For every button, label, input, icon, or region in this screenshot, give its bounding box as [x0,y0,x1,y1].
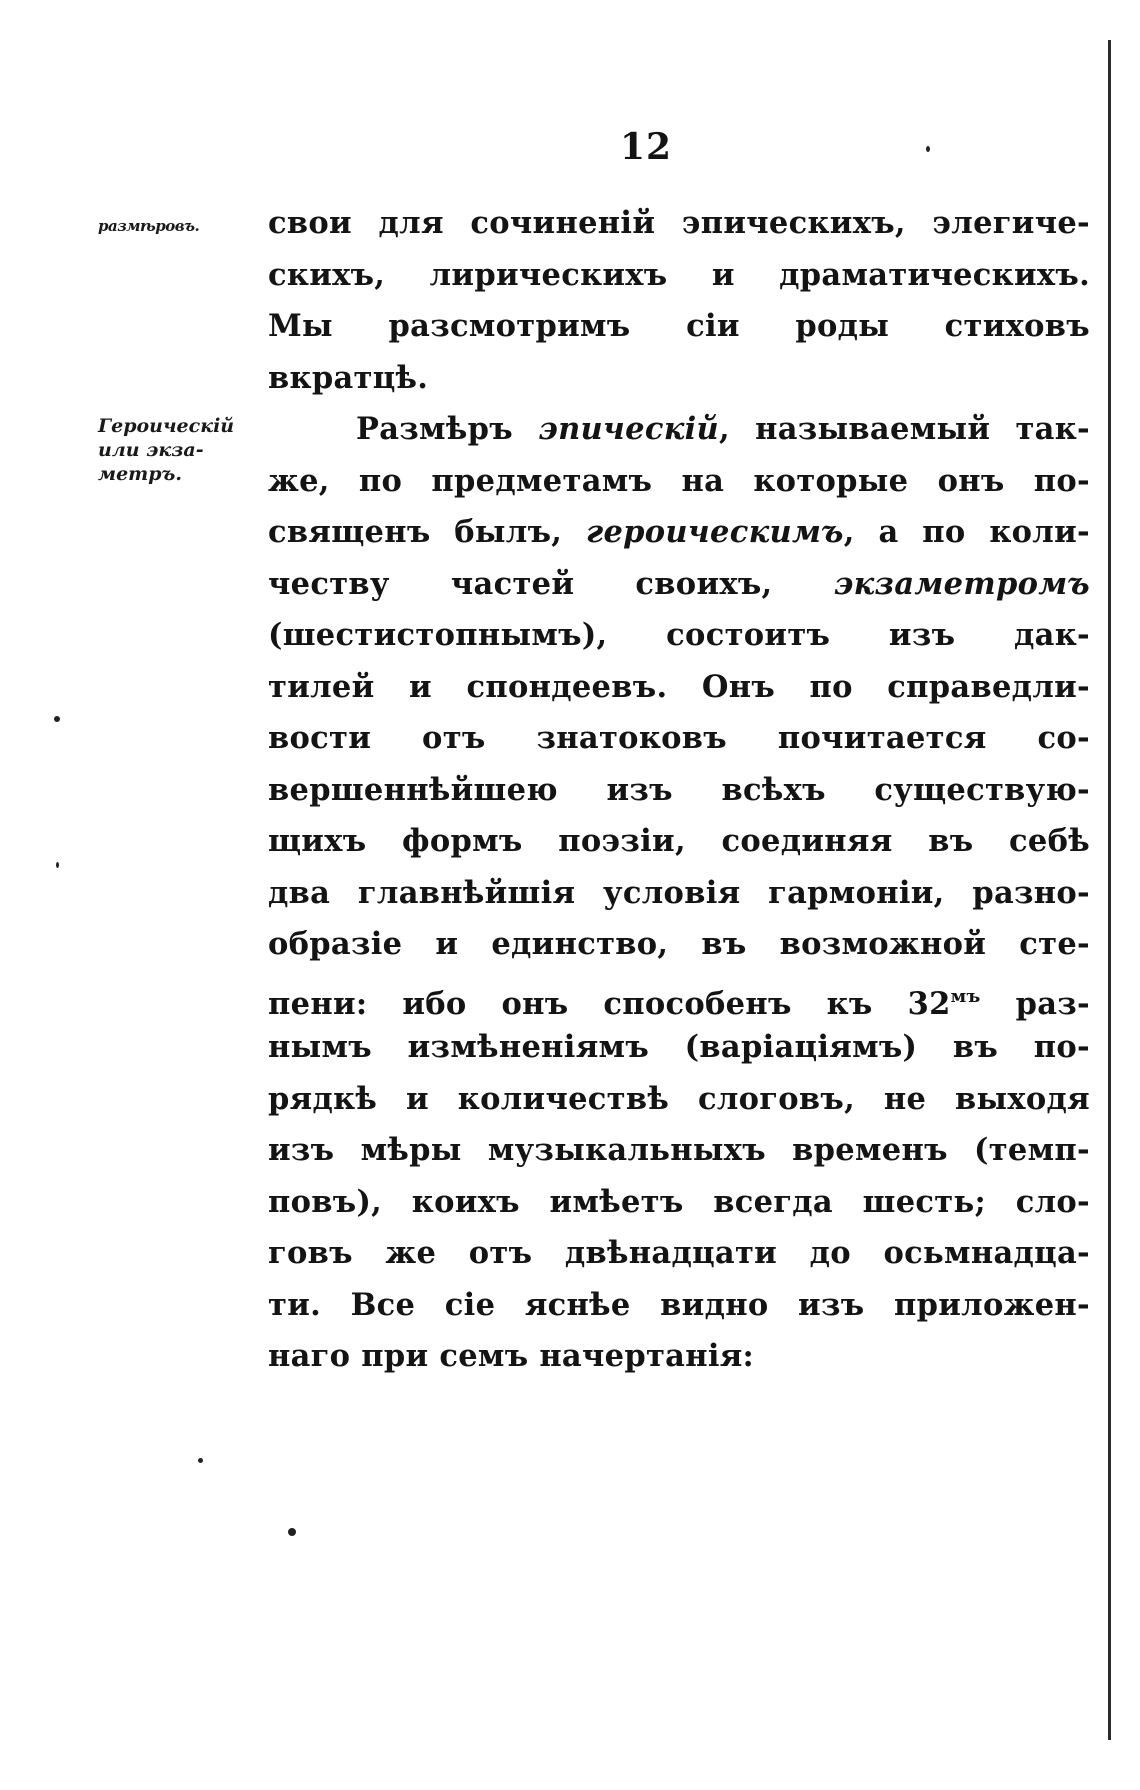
text-run: священъ былъ, [268,514,586,550]
text-line: свои для сочиненій эпическихъ, элегиче- [268,205,1090,241]
text-line [268,559,1090,611]
ink-speck [288,1528,296,1536]
text-line: наго при семъ начертанія: [268,1338,755,1374]
text-line [268,404,1090,456]
margin-note-line: метръ. [98,463,182,485]
text-line: вкратцѣ. [268,359,429,396]
text-line: нымъ измѣненіямъ (варіаціямъ) въ по- [268,1029,1090,1065]
ink-speck [54,716,60,722]
text-line: ти. Все сіе яснѣе видно изъ приложен- [268,1286,1090,1323]
italic-term-epic: эпическій [538,411,720,447]
italic-term-hexameter: экзаметромъ [833,565,1090,602]
text-line: говъ же отъ двѣнадцати до осьмнадца- [268,1235,1090,1271]
number-32: 32 [907,985,951,1022]
page-number: 12 [620,126,673,168]
text-line: вости отъ знатоковъ почитается со- [268,720,1090,756]
ink-speck [926,146,930,152]
text-line: повъ), коихъ имѣетъ всегда шесть; сло- [268,1183,1090,1220]
text-run: раз- [980,985,1090,1022]
text-line: же, по предметамъ на которые онъ по- [268,462,1090,499]
text-line: рядкѣ и количествѣ слоговъ, не выходя [268,1080,1090,1117]
text-run: , называемый так- [719,411,1091,447]
text-line: тилей и спондеевъ. Онъ по справедли- [268,668,1090,705]
text-line: изъ мѣры музыкальныхъ временъ (темп- [268,1132,1090,1168]
margin-note-line: Героическій [98,415,235,437]
ink-speck [198,1458,203,1463]
text-line: образіе и единство, въ возможной сте- [268,926,1090,962]
text-line [268,971,1090,1023]
italic-term-heroic: героическимъ [586,514,844,550]
paragraph-intro [268,198,1090,404]
text-line [268,507,1090,559]
text-line: щихъ формъ поэзіи, соединяя въ себѣ [268,823,1090,859]
ink-speck [56,862,59,868]
text-run: Размѣръ [356,411,539,447]
margin-note-line: или экза- [98,439,204,461]
text-line: скихъ, лирическихъ и драматическихъ. [268,256,1090,293]
text-run: пени: ибо онъ способенъ къ [268,985,908,1022]
paragraph-epic-meter [268,404,1090,1383]
text-run: честву частей своихъ, [268,565,834,602]
text-line: два главнѣйшія условія гармоніи, разно- [268,874,1090,911]
text-line: Мы разсмотримъ сіи роды стиховъ [268,308,1090,344]
margin-note-sizes: размѣровъ. [98,217,200,235]
margin-note-heroic-hexameter [98,414,268,486]
text-line: (шестистопнымъ), состоитъ изъ дак- [268,617,1090,653]
page-edge-line [1108,40,1111,1740]
text-run: , а по коли- [843,514,1090,550]
text-line: вершеннѣйшею изъ всѣхъ существую- [268,771,1090,808]
superscript-suffix: мъ [950,985,981,1007]
